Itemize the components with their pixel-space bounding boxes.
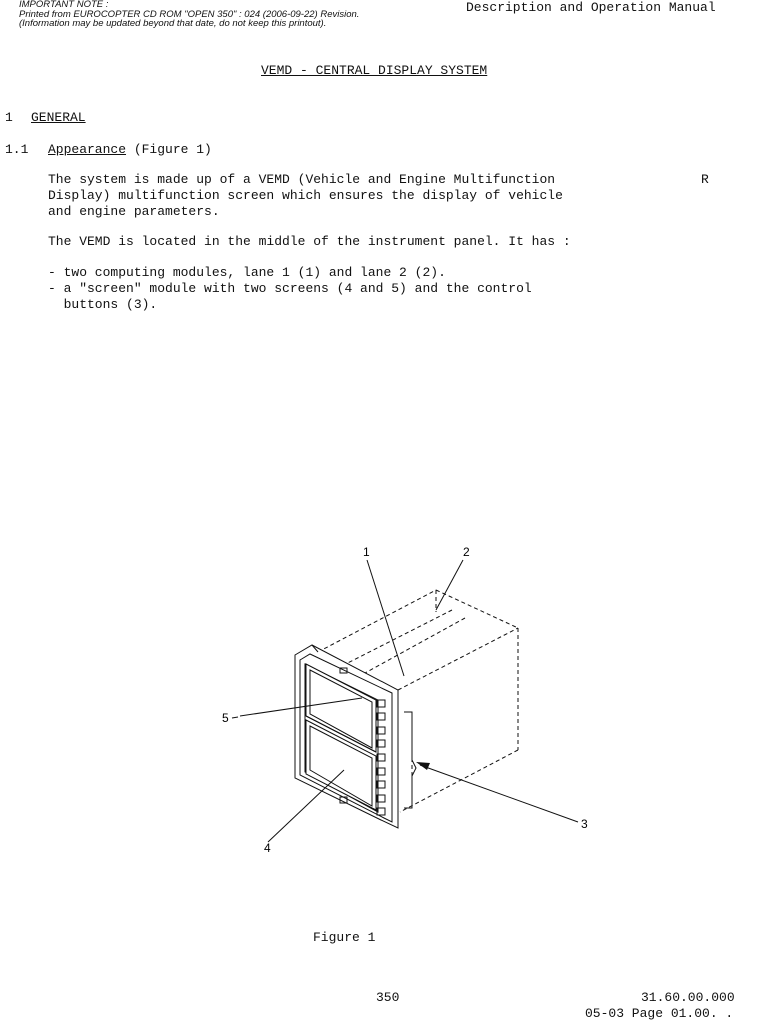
figure-reference: (Figure 1): [133, 142, 212, 157]
subsection-number: 1.1: [5, 142, 29, 157]
bullet-1: - two computing modules, lane 1 (1) and lane 2 (2).: [48, 265, 446, 280]
note-line-1: Printed from EUROCOPTER CD ROM "OPEN 350" : 024 (2006-09-22) Revision.: [19, 8, 360, 20]
callout-4: 4: [264, 841, 271, 855]
callout-1: 1: [363, 545, 370, 559]
bullet-2-line-1: - a "screen" module with two screens (4 and 5) and the control: [48, 281, 532, 296]
paragraph-1-line-1: The system is made up of a VEMD (Vehicle and Engine Multifunction: [48, 172, 556, 187]
side-connector: [404, 712, 416, 808]
section-number: 1: [5, 110, 13, 125]
footer-page-ref: 05-03 Page 01.00. .: [585, 1006, 734, 1021]
manual-title: Description and Operation Manual: [466, 0, 716, 15]
page-title: VEMD - CENTRAL DISPLAY SYSTEM: [261, 63, 488, 78]
callout-5: 5: [222, 711, 229, 725]
bullet-2-line-2: buttons (3).: [48, 297, 158, 312]
revision-mark: R: [701, 172, 709, 187]
callout-2: 2: [463, 545, 470, 559]
note-line-2: (Information may be updated beyond that date, do not keep this printout).: [19, 18, 327, 29]
leader-lines: [240, 560, 578, 842]
callout-3: 3: [581, 817, 588, 831]
note-title: IMPORTANT NOTE :: [19, 0, 109, 10]
subsection-title: Appearance: [48, 142, 127, 157]
footer-doc-code: 31.60.00.000: [641, 990, 735, 1005]
paragraph-1-line-2: Display) multifunction screen which ensures the display of vehicle: [48, 188, 563, 203]
footer-model: 350: [376, 990, 400, 1005]
figure-caption: Figure 1: [313, 930, 376, 945]
callout-3-arrowhead: [416, 762, 430, 770]
section-title: GENERAL: [31, 110, 86, 125]
paragraph-2: The VEMD is located in the middle of the instrument panel. It has :: [48, 234, 571, 249]
paragraph-1-line-3: and engine parameters.: [48, 204, 220, 219]
